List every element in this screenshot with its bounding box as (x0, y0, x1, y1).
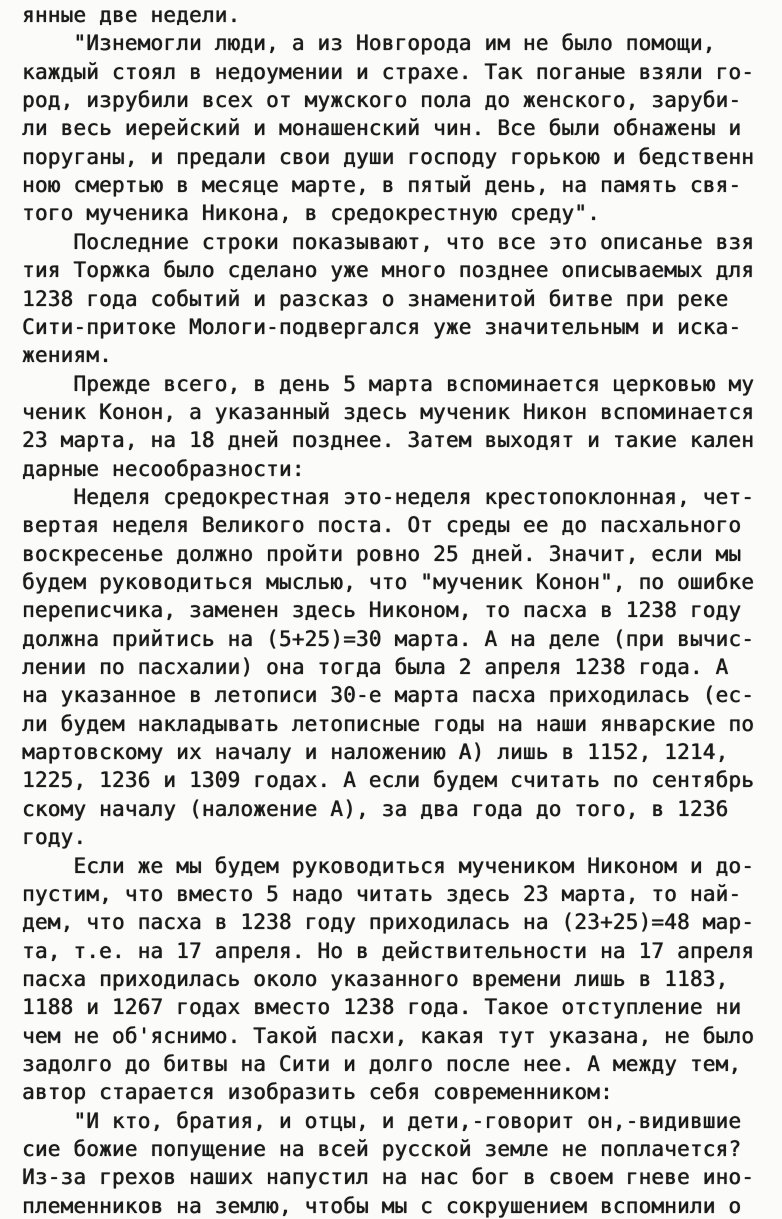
text-line: задолго до битвы на Сити и долго после нее. А между тем, (22, 1051, 742, 1076)
text-line: Последние строки показывают, что все это описанье взя (22, 229, 755, 254)
text-line: поруганы, и предали свои души господу горькою и бедственн (22, 144, 755, 169)
text-line: Неделя средокрестная это-неделя крестопоклонная, чет- (22, 484, 755, 509)
text-line: воскресенье должно пройти ровно 25 дней. Значит, если мы (22, 541, 742, 566)
text-line: янные две недели. (22, 3, 241, 27)
text-line: ченик Конон, а указанный здесь мученик Никон вспоминается (22, 399, 755, 424)
text-line: Прежде всего, в день 5 марта вспоминается церковью му (22, 371, 755, 396)
text-line: 1225, 1236 и 1309 годах. А если будем считать по сентябрь (22, 768, 755, 793)
text-line: ли будем накладывать летописные годы на наши январские по (22, 711, 755, 736)
text-line: Сити-притоке Мологи-подвергался уже значительным и иска- (22, 314, 742, 339)
text-line: 1188 и 1267 годах вместо 1238 года. Такое отступление ни (22, 995, 742, 1020)
text-line: Если же мы будем руководиться мучеником Никоном и до- (22, 853, 755, 878)
text-line: мартовскому их началу и наложению А) лишь в 1152, 1214, (22, 740, 729, 765)
text-line: ли весь иерейский и монашенский чин. Все были обнажены и (22, 116, 742, 141)
text-line: скому началу (наложение А), за два года до того, в 1236 (22, 796, 729, 821)
text-line: на указанное в летописи 30-е марта пасха приходилась (ес- (22, 683, 755, 708)
text-line: того мученика Никона, в средокрестную среду". (22, 201, 600, 226)
text-line: пасха приходилась около указанного времени лишь в 1183, (22, 966, 729, 991)
text-line: жениям. (22, 343, 112, 368)
text-line: Из-за грехов наших напустил на нас бог в своем гневе ино- (22, 1165, 755, 1190)
text-line: чем не об'яснимо. Такой пасхи, какая тут указана, не было (22, 1023, 755, 1048)
text-line: сие божие попущение на всей русской земле не поплачется? (22, 1137, 742, 1161)
text-line: "Изнемогли люди, а из Новгорода им не было помощи, (22, 31, 716, 56)
text-line: дем, что пасха в 1238 году приходилась на (23+25)=48 мар- (22, 910, 755, 935)
text-line: тия Торжка было сделано уже много позднее описываемых для (22, 258, 755, 283)
text-line: вертая неделя Великого поста. От среды ее до пасхального (22, 513, 742, 538)
text-line: дарные несообразности: (22, 456, 305, 481)
text-line: автор старается изобразить себя современником: (22, 1080, 613, 1105)
text-line: 23 марта, на 18 дней позднее. Затем выходят и такие кален (22, 428, 755, 453)
text-line: "И кто, братия, и отцы, и дети,-говорит он,-видившие (22, 1108, 742, 1133)
text-line: пустим, что вместо 5 надо читать здесь 23 марта, то най- (22, 881, 742, 906)
text-line: лении по пасхалии) она тогда была 2 апреля 1238 года. А (22, 655, 729, 680)
text-line: должна прийтись на (5+25)=30 марта. А на деле (при вычис- (22, 626, 755, 651)
text-line: та, т.е. на 17 апреля. Но в действительности на 17 апреля (22, 938, 755, 963)
text-line: переписчика, заменен здесь Никоном, то пасха в 1238 году (22, 598, 742, 623)
text-line: году. (22, 825, 87, 850)
text-line: ною смертью в месяце марте, в пятый день, на память свя- (22, 173, 742, 198)
text-line: род, изрубили всех от мужского пола до женского, заруби- (22, 88, 742, 113)
text-line: каждый стоял в недоумении и страхе. Так поганые взяли го- (22, 59, 755, 84)
text-line: будем руководиться мыслью, что "мученик Конон", по ошибке (22, 570, 755, 594)
text-line: племенников на землю, чтобы мы с сокрушением вспомнили о (22, 1193, 742, 1218)
text-line: 1238 года событий и разсказ о знаменитой битве при реке (22, 286, 729, 311)
